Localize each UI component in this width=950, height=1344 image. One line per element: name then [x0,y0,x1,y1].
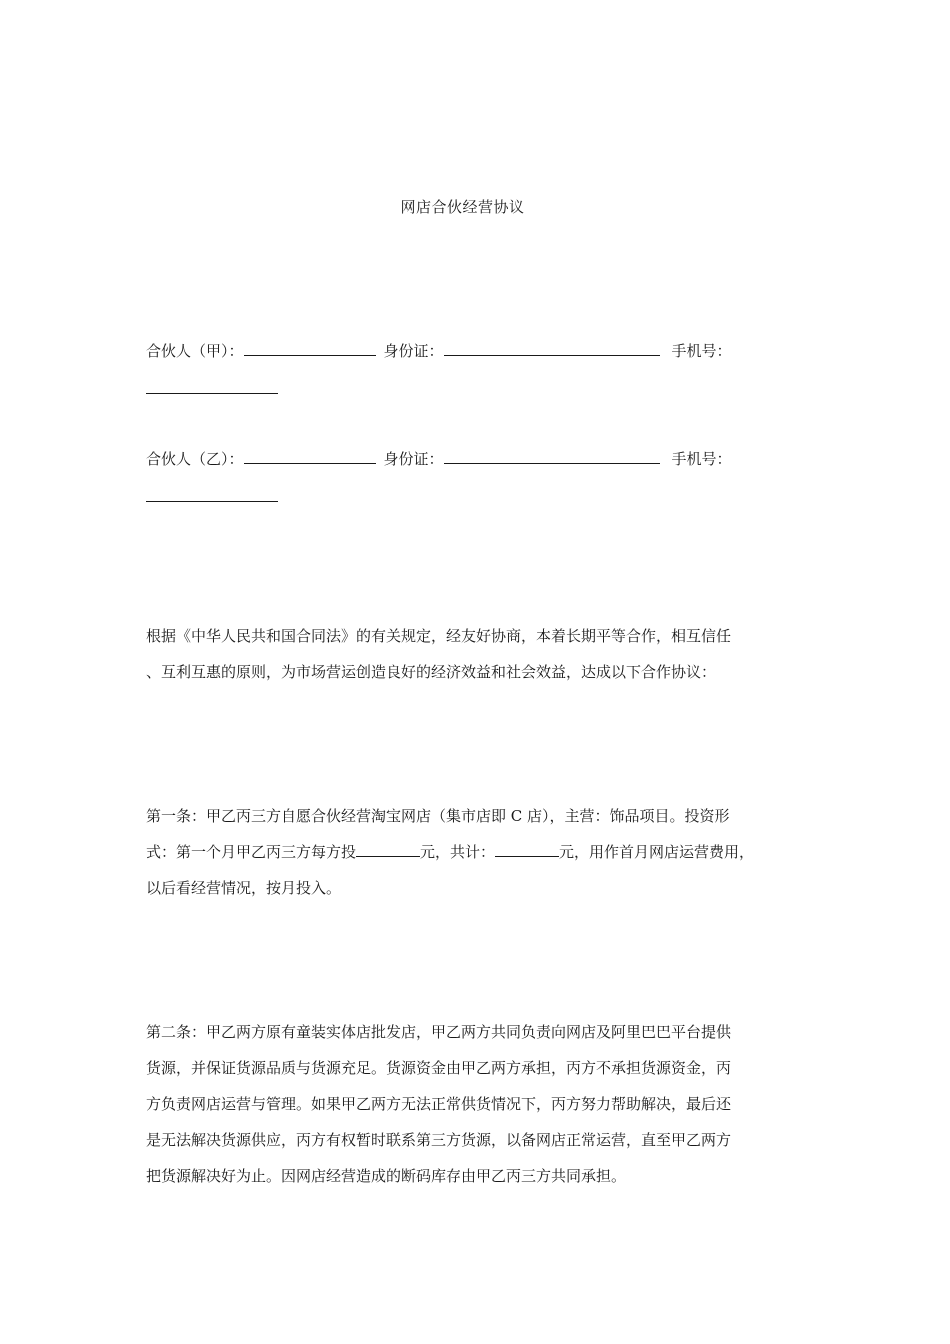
party-a-label: 合伙人（甲）： [146,342,244,360]
per-party-amount-blank [356,841,420,857]
article-2-line-5: 把货源解决好为止。因网店经营造成的断码库存由甲乙丙三方共同承担。 [146,1167,627,1185]
party-a-id-blank [444,340,660,356]
article-1-line-2a: 式：第一个月甲乙丙三方每方投 [146,843,357,861]
party-a-line [146,340,806,361]
party-b-id-blank [444,448,660,464]
article-2-line-2: 货源，并保证货源品质与货源充足。货源资金由甲乙两方承担，丙方不承担货源资金，丙 [146,1059,732,1077]
party-a-phone-blank [146,392,278,394]
party-a-phone-label: 手机号： [671,342,732,360]
article-1-line-2b: 元，共计： [420,843,496,861]
article-1-line-2c: 元，用作首月网店运营费用， [559,843,755,861]
document-title: 网店合伙经营协议 [400,198,525,216]
intro-line-2: 、互利互惠的原则，为市场营运创造良好的经济效益和社会效益，达成以下合作协议： [146,663,717,681]
party-b-line [146,448,806,469]
intro-paragraph [146,618,808,690]
party-b-label: 合伙人（乙）： [146,450,244,468]
article-1-paragraph [146,798,808,906]
article-2-line-3: 方负责网店运营与管理。如果甲乙两方无法正常供货情况下，丙方努力帮助解决，最后还 [146,1095,732,1113]
party-b-phone-blank [146,500,278,502]
party-a-name-blank [244,340,376,356]
article-1-line-3: 以后看经营情况，按月投入。 [146,879,342,897]
article-1-line-1: 第一条：甲乙丙三方自愿合伙经营淘宝网店（集市店即 C 店），主营：饰品项目。投资形 [146,807,730,825]
party-b-id-label: 身份证： [383,450,444,468]
party-a-id-label: 身份证： [383,342,444,360]
intro-line-1: 根据《中华人民共和国合同法》的有关规定，经友好协商，本着长期平等合作，相互信任 [146,627,732,645]
party-b-name-blank [244,448,376,464]
total-amount-blank [495,841,559,857]
article-2-paragraph [146,1014,808,1194]
party-b-phone-label: 手机号： [671,450,732,468]
article-2-line-1: 第二条：甲乙两方原有童装实体店批发店，甲乙两方共同负责向网店及阿里巴巴平台提供 [146,1023,732,1041]
article-1-line-2 [146,834,808,870]
article-2-line-4: 是无法解决货源供应，丙方有权暂时联系第三方货源，以备网店正常运营，直至甲乙两方 [146,1131,732,1149]
